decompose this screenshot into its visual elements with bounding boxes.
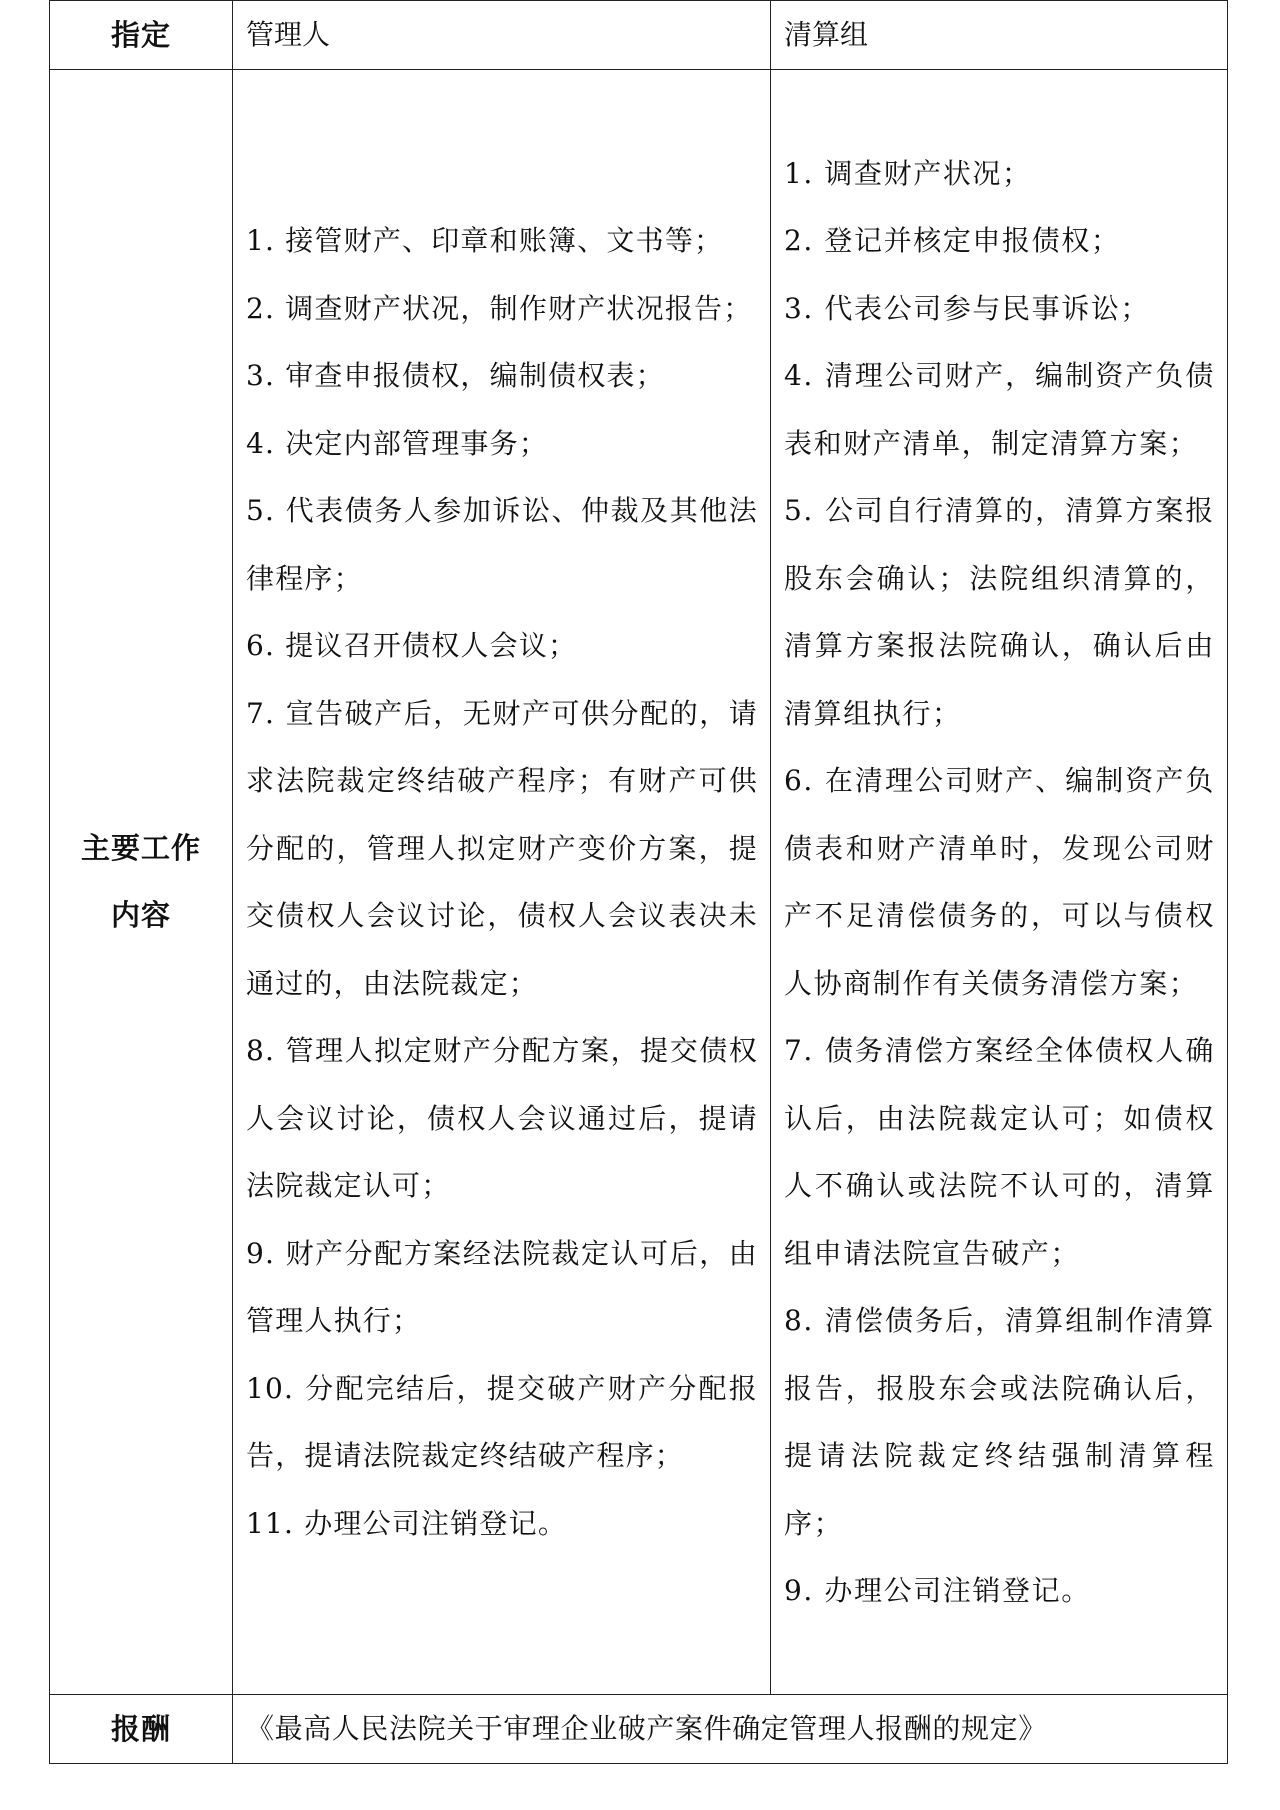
compensation-label: 报酬	[110, 1712, 171, 1746]
duty-item: 11. 办理公司注销登记。	[246, 1506, 568, 1540]
duty-item: 6. 提议召开债权人会议；	[246, 629, 578, 662]
compensation-text-cell	[233, 1695, 1228, 1764]
manager-header: 管理人	[246, 18, 331, 51]
appoint-label-cell	[50, 1, 233, 70]
compensation-label-cell	[50, 1695, 233, 1764]
duty-item: 7. 宣告破产后，无财产可供分配的，请求法院裁定终结破产程序；有财产可供分配的，管理人拟定财产变价方案，提交债权人会议讨论，债权人会议表决未通过的，由法院裁定；	[246, 696, 758, 1000]
liquidation-header-cell	[771, 1, 1228, 70]
compensation-regulation: 《最高人民法院关于审理企业破产案件确定管理人报酬的规定》	[246, 1712, 1047, 1745]
compensation-row	[50, 1695, 1228, 1764]
duty-item: 2. 登记并核定申报债权；	[784, 224, 1121, 257]
duty-item: 2. 调查财产状况，制作财产状况报告；	[246, 291, 753, 325]
manager-header-cell	[233, 1, 771, 70]
duty-item: 10. 分配完结后，提交破产财产分配报告，提请法院裁定终结破产程序；	[246, 1371, 758, 1472]
main-work-label-line1: 主要工作	[80, 831, 201, 865]
duty-item: 1. 接管财产、印章和账簿、文书等；	[246, 224, 724, 257]
comparison-table	[49, 0, 1228, 1764]
manager-duties-list	[246, 207, 758, 1557]
duty-item: 5. 公司自行清算的，清算方案报股东会确认；法院组织清算的，清算方案报法院确认，确认后由清算组执行；	[784, 494, 1215, 730]
duty-item: 4. 决定内部管理事务；	[246, 426, 549, 460]
manager-duties-cell	[233, 70, 771, 1695]
duty-item: 6. 在清理公司财产、编制资产负债表和财产清单时，发现公司财产不足清偿债务的，可以与债权人协商制作有关债务清偿方案；	[784, 764, 1215, 1000]
main-work-label-line2: 内容	[110, 898, 171, 932]
duty-item: 7. 债务清偿方案经全体债权人确认后，由法院裁定认可；如债权人不确认或法院不认可的，清算组申请法院宣告破产；	[784, 1034, 1215, 1270]
header-row	[50, 1, 1228, 70]
duty-item: 8. 管理人拟定财产分配方案，提交债权人会议讨论，债权人会议通过后，提请法院裁定认可；	[246, 1034, 758, 1202]
main-work-label-cell	[50, 70, 233, 1695]
duty-item: 9. 办理公司注销登记。	[784, 1574, 1091, 1607]
duty-item: 3. 审查申报债权，编制债权表；	[246, 359, 665, 392]
duty-item: 3. 代表公司参与民事诉讼；	[784, 291, 1151, 325]
duty-item: 9. 财产分配方案经法院裁定认可后，由管理人执行；	[246, 1236, 758, 1337]
main-work-row	[50, 70, 1228, 1695]
liquidation-duties-cell	[771, 70, 1228, 1695]
liquidation-header: 清算组	[784, 18, 869, 51]
main-work-label	[50, 815, 232, 949]
appoint-label: 指定	[110, 18, 171, 52]
liquidation-duties-list	[784, 140, 1215, 1625]
duty-item: 1. 调查财产状况；	[784, 156, 1032, 190]
duty-item: 4. 清理公司财产，编制资产负债表和财产清单，制定清算方案；	[784, 359, 1215, 460]
duty-item: 5. 代表债务人参加诉讼、仲裁及其他法律程序；	[246, 494, 758, 595]
duty-item: 8. 清偿债务后，清算组制作清算报告，报股东会或法院确认后，提请法院裁定终结强制清算程序；	[784, 1304, 1215, 1540]
